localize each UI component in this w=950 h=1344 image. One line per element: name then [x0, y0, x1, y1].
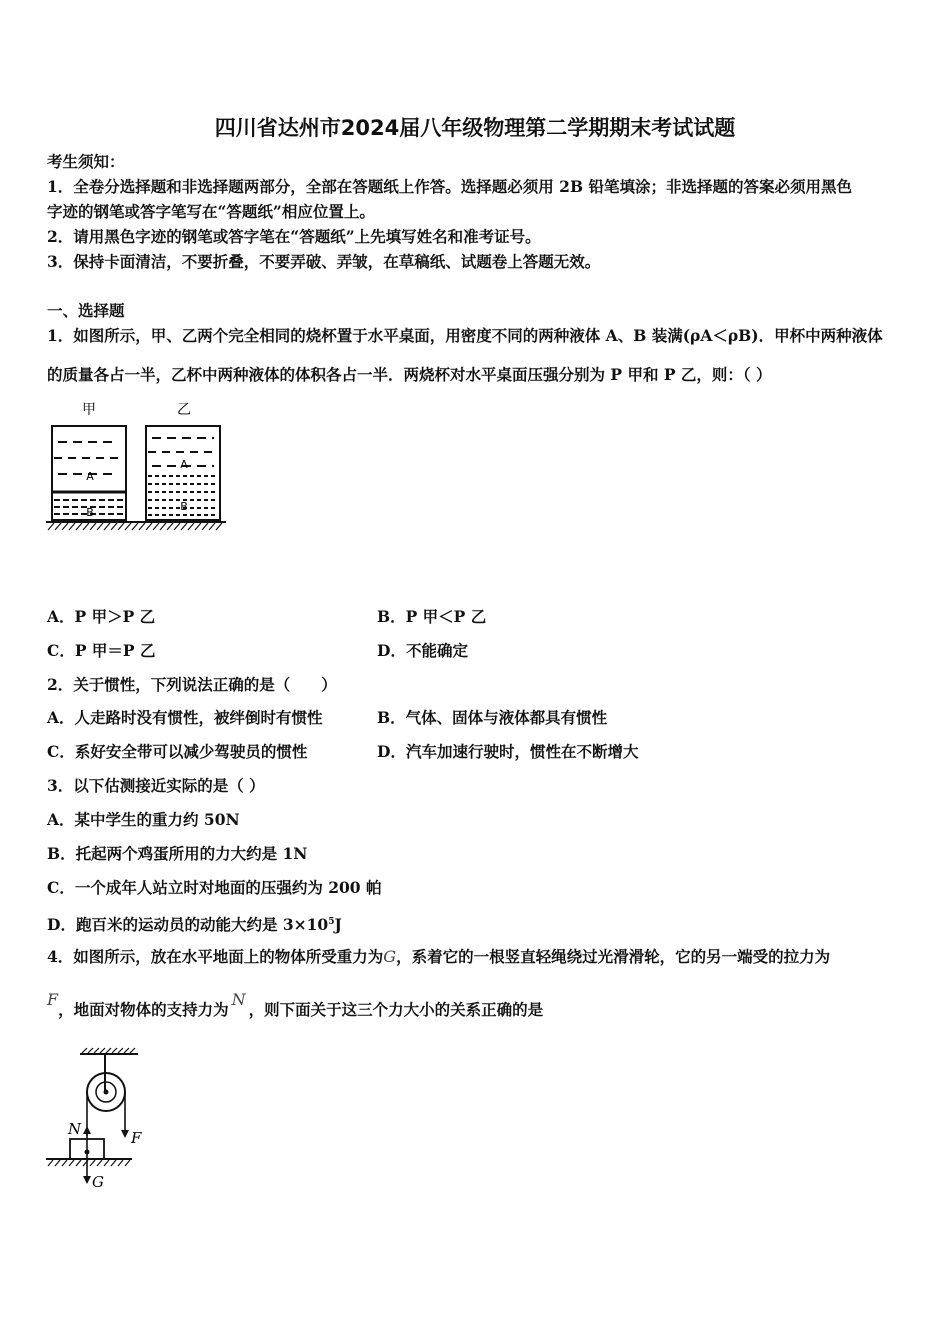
q1-option-d[interactable]: D．不能确定: [377, 641, 468, 660]
beaker-label-left: 甲: [82, 402, 96, 418]
q3-option-b[interactable]: B．托起两个鸡蛋所用的力大约是 1N: [47, 844, 308, 863]
q1-beakers-figure: [44, 396, 234, 536]
notice-item-1-line-2: 字迹的钢笔或答字笔写在“答题纸”相应位置上。: [47, 202, 375, 221]
q2-option-c[interactable]: C．系好安全带可以减少驾驶员的惯性: [47, 742, 308, 761]
q4-line-1-text: 4．如图所示，放在水平地面上的物体所受重力为: [47, 947, 384, 966]
q4-pulley-figure: [42, 1046, 162, 1196]
q3-option-a[interactable]: A．某中学生的重力约 50N: [47, 810, 240, 829]
q3-option-d[interactable]: [47, 912, 342, 935]
ground: [46, 1159, 132, 1166]
q4-stem-line-2: [47, 990, 544, 1020]
notice-item-1-line-1: 1．全卷分选择题和非选择题两部分，全部在答题纸上作答。选择题必须用 2B 铅笔填涂；非选择题的答案必须用黑色: [47, 177, 852, 196]
q4-symbol-f: F: [47, 990, 59, 1009]
beaker-left: [52, 426, 126, 520]
tabletop: [46, 522, 226, 530]
q1-option-a[interactable]: A．P 甲＞P 乙: [47, 607, 156, 626]
q4-stem-line-1: [47, 947, 830, 967]
q4-line-2-text-end: ，则下面关于这三个力大小的关系正确的是: [248, 1000, 544, 1019]
notice-heading: 考生须知：: [47, 152, 125, 171]
q3-option-d-text: D．跑百米的运动员的动能大约是 3×10: [47, 915, 329, 935]
label-n: N: [68, 1120, 82, 1138]
beaker-right-liquid-b: B: [180, 500, 188, 513]
q2-option-a[interactable]: A．人走路时没有惯性，被绊倒时有惯性: [47, 708, 323, 727]
q2-option-b[interactable]: B．气体、固体与液体都具有惯性: [377, 708, 608, 727]
section-heading: 一、选择题: [47, 301, 125, 320]
beaker-left-liquid-b: B: [86, 506, 94, 519]
q3-option-d-unit: J: [334, 915, 342, 935]
force-g-arrow: [83, 1152, 91, 1184]
beaker-label-right: 乙: [177, 402, 191, 418]
beaker-left-liquid-a: A: [86, 470, 94, 483]
notice-item-2: 2．请用黑色字迹的钢笔或答字笔在“答题纸”上先填写姓名和准考证号。: [47, 227, 541, 246]
q1-stem-line-2: 的质量各占一半，乙杯中两种液体的体积各占一半．两烧杯对水平桌面压强分别为 P 甲和 P 乙，则：（ ）: [47, 365, 772, 384]
q1-option-c[interactable]: C．P 甲＝P 乙: [47, 641, 156, 660]
beaker-right: [146, 426, 220, 520]
q4-line-1-text-end: ，系着它的一根竖直轻绳绕过光滑滑轮，它的另一端受的拉力为: [396, 947, 831, 966]
q4-symbol-g: G: [383, 947, 397, 966]
q3-stem: 3．以下估测接近实际的是（ ）: [47, 776, 265, 795]
label-g: G: [92, 1173, 104, 1191]
q2-stem: 2．关于惯性，下列说法正确的是（ ）: [47, 675, 337, 694]
q4-symbol-n: N: [231, 990, 246, 1009]
q1-stem-line-1: 1．如图所示，甲、乙两个完全相同的烧杯置于水平桌面，用密度不同的两种液体 A、B 装满(ρA＜ρB)．甲杯中两种液体: [47, 326, 883, 345]
force-f-arrow: [121, 1122, 129, 1138]
q1-option-b[interactable]: B．P 甲＜P 乙: [377, 607, 487, 626]
q3-option-c[interactable]: C．一个成年人站立时对地面的压强约为 200 帕: [47, 878, 382, 897]
label-f: F: [131, 1129, 142, 1147]
q4-line-2-text: ，地面对物体的支持力为: [58, 1000, 229, 1019]
notice-item-3: 3．保持卡面清洁，不要折叠，不要弄破、弄皱，在草稿纸、试题卷上答题无效。: [47, 252, 601, 271]
q2-option-d[interactable]: D．汽车加速行驶时，惯性在不断增大: [377, 742, 639, 761]
beaker-right-liquid-a: A: [180, 458, 188, 471]
q3-option-d-exponent: 5: [328, 917, 335, 927]
page-title: 四川省达州市2024届八年级物理第二学期期末考试试题: [214, 116, 736, 140]
